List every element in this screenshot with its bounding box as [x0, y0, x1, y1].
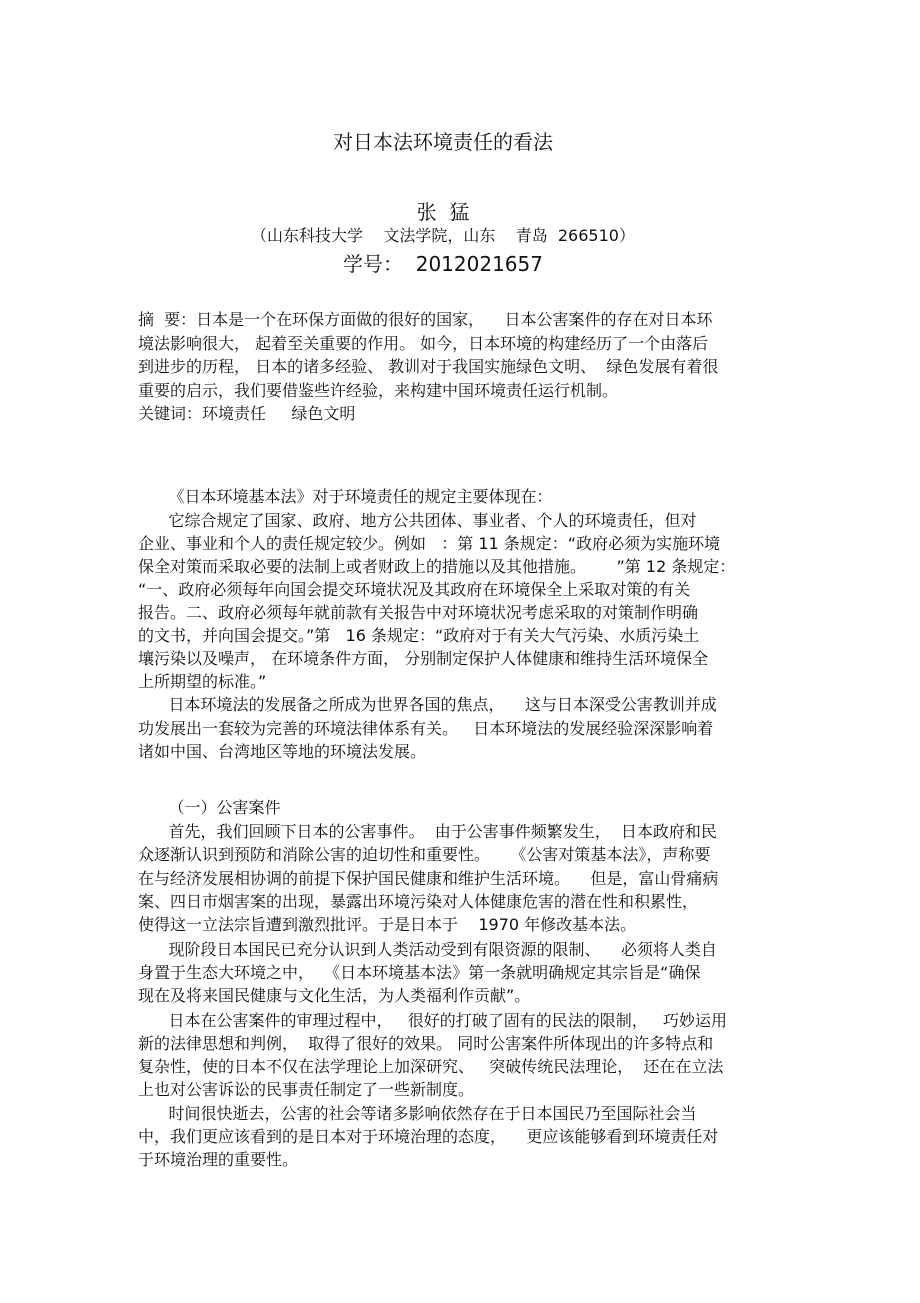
- author-name: 张 猛: [416, 200, 470, 224]
- body-line: 功发展出一套较为完善的环境法律体系有关。 日本环境法的发展经验深深影响着: [138, 719, 714, 738]
- body-line: 诸如中国、台湾地区等地的环境法发展。: [138, 742, 427, 761]
- abstract-line: 重要的启示，我们要借鉴些许经验，来构建中国环境责任运行机制。: [138, 381, 619, 400]
- section-heading: （一）公害案件: [138, 798, 281, 817]
- body-line: 复杂性，使的日本不仅在法学理论上加深研究、 突破传统民法理论， 还在在立法: [138, 1057, 724, 1076]
- body-line: 壤污染以及噪声， 在环境条件方面， 分别制定保护人体健康和维持生活环境保全: [138, 649, 709, 668]
- body-line: 首先，我们回顾下日本的公害事件。 由于公害事件频繁发生， 日本政府和民: [138, 822, 717, 841]
- body-line: 企业、事业和个人的责任规定较少。例如 ：第 11 条规定：“政府必须为实施环境: [138, 534, 721, 553]
- body-line: 上也对公害诉讼的民事责任制定了一些新制度。: [138, 1080, 475, 1099]
- body-line: 的文书，并向国会提交。”第 16 条规定：“政府对于有关大气污染、水质污染土: [138, 626, 700, 645]
- document-title: 对日本法环境责任的看法: [333, 130, 553, 154]
- keywords-line: 关键词：环境责任 绿色文明: [138, 404, 356, 423]
- body-line: 日本环境法的发展备之所成为世界各国的焦点， 这与日本深受公害教训并成: [138, 695, 717, 714]
- abstract-line: 境法影响很大， 起着至关重要的作用。 如今，日本环境的构建经历了一个由落后: [138, 334, 709, 353]
- body-line: 现在及将来国民健康与文化生活，为人类福利作贡献”。: [138, 986, 531, 1005]
- body-line: 使得这一立法宗旨遭到激烈批评。于是日本于 1970 年修改基本法。: [138, 915, 637, 934]
- body-line: 保全对策而采取必要的法制上或者财政上的措施以及其他措施。 ”第 12 条规定：: [138, 557, 736, 576]
- abstract-line: 摘 要：日本是一个在环保方面做的很好的国家， 日本公害案件的存在对日本环: [138, 310, 713, 329]
- body-line: 时间很快逝去，公害的社会等诸多影响依然存在于日本国民乃至国际社会当: [138, 1104, 697, 1123]
- body-line: 于环境治理的重要性。: [138, 1150, 299, 1169]
- body-line: 众逐渐认识到预防和消除公害的迫切性和重要性。 《公害对策基本法》，声称要: [138, 845, 711, 864]
- body-line: 日本在公害案件的审理过程中， 很好的打破了固有的民法的限制， 巧妙运用: [138, 1011, 728, 1030]
- body-line: 它综合规定了国家、政府、地方公共团体、事业者、个人的环境责任，但对: [138, 511, 697, 530]
- body-line: 报告。二、政府必须每年就前款有关报告中对环境状况考虑采取的对策制作明确: [138, 603, 699, 622]
- body-line: 中，我们更应该看到的是日本对于环境治理的态度， 更应该能够看到环境责任对: [138, 1127, 719, 1146]
- body-line: 现阶段日本国民已充分认识到人类活动受到有限资源的限制、 必须将人类自: [138, 940, 717, 959]
- body-line: 上所期望的标准。”: [138, 672, 267, 691]
- body-line: 在与经济发展相协调的前提下保护国民健康和维护生活环境。 但是，富山骨痛病: [138, 869, 719, 888]
- body-line: “一、政府必须每年向国会提交环境状况及其政府在环境保全上采取对策的有关: [138, 580, 691, 599]
- author-affiliation: （山东科技大学 文法学院，山东 青岛 266510）: [251, 226, 635, 245]
- body-line: 身置于生态大环境之中， 《日本环境基本法》第一条就明确规定其宗旨是“确保: [138, 963, 701, 982]
- body-line: 案、四日市烟害案的出现，暴露出环境污染对人体健康危害的潜在性和积累性，: [138, 892, 699, 911]
- body-line: 《日本环境基本法》对于环境责任的规定主要体现在：: [138, 487, 553, 506]
- student-id: 学号： 2012021657: [343, 252, 543, 276]
- abstract-line: 到进步的历程， 日本的诸多经验、 教训对于我国实施绿色文明、 绿色发展有着很: [138, 357, 719, 376]
- body-line: 新的法律思想和判例， 取得了很好的效果。 同时公害案件所体现出的许多特点和: [138, 1034, 714, 1053]
